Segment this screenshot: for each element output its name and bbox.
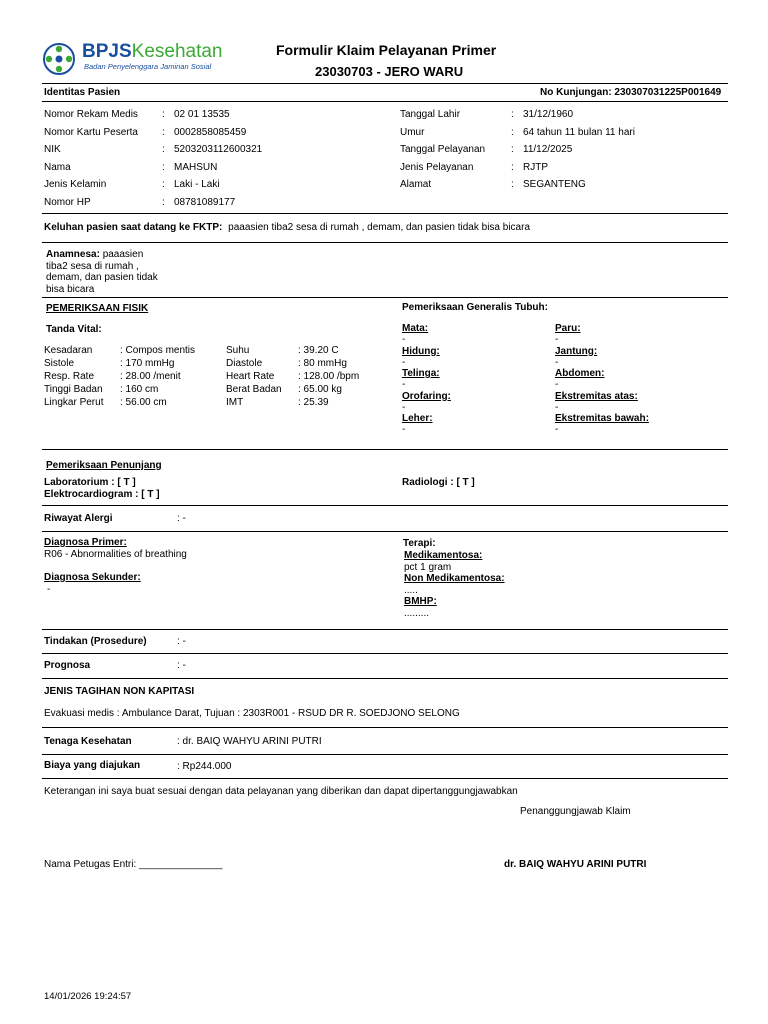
diagnosa-sekunder-value: - (47, 584, 51, 595)
generalis-label: Leher: (402, 413, 433, 424)
tindakan-label: Tindakan (Prosedure) (44, 636, 147, 647)
generalis-value: - (555, 401, 559, 413)
diagnosa-primer-value: R06 - Abnormalities of breathing (44, 549, 187, 560)
medikamentosa-label: Medikamentosa: (404, 550, 483, 561)
identitas-heading: Identitas Pasien (44, 87, 121, 98)
identitas-field-value: MAHSUN (174, 161, 218, 173)
prognosa-value: : - (177, 660, 186, 671)
identitas-field-label: Jenis Pelayanan (400, 161, 474, 173)
biaya-value: : Rp244.000 (177, 761, 232, 772)
colon-separator: : (511, 161, 514, 173)
generalis-value: - (402, 401, 406, 413)
form-title: Formulir Klaim Pelayanan Primer (276, 42, 497, 58)
colon-separator: : (162, 161, 165, 173)
tindakan-value: : - (177, 636, 186, 647)
vital-sign-value: : 160 cm (120, 384, 159, 395)
colon-separator: : (511, 144, 514, 155)
generalis-label: Mata: (402, 323, 429, 334)
diagnosa-primer-label: Diagnosa Primer: (44, 537, 127, 548)
vital-sign-value: : 65.00 kg (298, 384, 342, 395)
vital-sign-label: Diastole (226, 358, 263, 369)
non-medikamentosa-value: ..... (404, 585, 418, 596)
identitas-field-value: 64 tahun 11 bulan 11 hari (523, 126, 635, 138)
print-timestamp: 14/01/2026 19:24:57 (44, 991, 132, 1002)
generalis-value: - (555, 356, 559, 368)
prognosa-label: Prognosa (44, 660, 91, 671)
keluhan-value: paaasien tiba2 sesa di rumah , demam, dan pasien tidak bisa bicara (228, 222, 531, 233)
vital-sign-value: : 39.20 C (298, 345, 339, 356)
petugas-entri: Nama Petugas Entri: _______________ (44, 859, 223, 870)
vital-sign-value: : 25.39 (298, 397, 329, 408)
identitas-field-value: RJTP (523, 161, 548, 173)
vital-sign-value: : 128.00 /bpm (298, 371, 360, 382)
vital-sign-value: : Compos mentis (120, 345, 196, 356)
generalis-value: - (402, 356, 406, 368)
anamnesa-label: Anamnesa: (46, 249, 100, 260)
biaya-label: Biaya yang diajukan (44, 760, 141, 771)
vital-sign-value: : 80 mmHg (298, 358, 347, 369)
logo-brand-bold: BPJS (82, 41, 132, 62)
generalis-label: Orofaring: (402, 390, 451, 402)
colon-separator: : (162, 144, 165, 155)
vital-sign-value: : 170 mmHg (120, 358, 175, 369)
generalis-label: Ekstremitas atas: (555, 390, 638, 402)
generalis-value: - (555, 379, 559, 390)
vital-sign-label: Sistole (44, 358, 75, 369)
identitas-field-label: Nomor HP (44, 196, 91, 208)
dokter-signature-name: dr. BAIQ WAHYU ARINI PUTRI (504, 859, 647, 870)
identitas-field-label: Nomor Kartu Peserta (44, 126, 138, 138)
form-subtitle: 23030703 - JERO WARU (315, 64, 464, 79)
identitas-field-label: Nama (44, 161, 71, 173)
generalis-label: Abdomen: (555, 368, 605, 379)
colon-separator: : (511, 126, 514, 138)
vital-sign-label: Berat Badan (226, 384, 282, 395)
anamnesa-block (46, 249, 158, 295)
terapi-label: Terapi: (403, 538, 436, 549)
vital-sign-label: Suhu (226, 345, 250, 356)
identitas-field-label: Tanggal Lahir (400, 109, 461, 120)
colon-separator: : (511, 179, 514, 190)
identitas-field-value: 0002858085459 (174, 126, 247, 138)
generalis-value: - (555, 424, 559, 435)
medikamentosa-value: pct 1 gram (404, 562, 452, 573)
bpjs-logo (42, 40, 232, 76)
generalis-label: Hidung: (402, 345, 440, 357)
lab-status: Laboratorium : [ T ] (44, 477, 136, 488)
identitas-field-label: Alamat (400, 179, 432, 190)
vital-sign-label: Kesadaran (44, 345, 93, 356)
colon-separator: : (162, 196, 165, 208)
radiologi-status: Radiologi : [ T ] (402, 477, 475, 488)
identitas-field-label: Tanggal Pelayanan (400, 144, 486, 155)
anamnesa-line-2: tiba2 sesa di rumah , (46, 260, 139, 272)
no-kunjungan: No Kunjungan: 230307031225P001649 (540, 87, 722, 98)
identitas-field-value: SEGANTENG (523, 179, 586, 190)
generalis-value: - (555, 334, 559, 345)
alergi-value: : - (177, 513, 186, 524)
tagihan-value: Evakuasi medis : Ambulance Darat, Tujuan : 2303R001 - RSUD DR R. SOEDJONO SELONG (44, 708, 460, 719)
penanggungjawab-label: Penanggungjawab Klaim (520, 806, 631, 817)
vital-sign-label: IMT (226, 397, 244, 408)
keluhan-label: Keluhan pasien saat datang ke FKTP: (44, 222, 223, 233)
logo-brand-light: Kesehatan (131, 41, 223, 62)
identitas-field-value: 5203203112600321 (174, 144, 263, 155)
vital-sign-value: : 56.00 cm (120, 397, 167, 408)
tenaga-value: : dr. BAIQ WAHYU ARINI PUTRI (177, 736, 322, 747)
bpjs-emblem-icon (42, 42, 76, 76)
vital-sign-label: Heart Rate (226, 371, 275, 382)
alergi-label: Riwayat Alergi (44, 513, 113, 524)
generalis-value: - (402, 424, 406, 435)
keterangan-text: Keterangan ini saya buat sesuai dengan data pelayanan yang diberikan dan dapat dipertanggungjawabkan (44, 786, 518, 797)
tanda-vital-label: Tanda Vital: (46, 324, 102, 335)
bmhp-label: BMHP: (404, 596, 437, 607)
colon-separator: : (162, 126, 165, 138)
identitas-field-value: 31/12/1960 (523, 109, 574, 120)
identitas-field-value: 11/12/2025 (523, 144, 573, 155)
generalis-value: - (402, 334, 406, 345)
fisik-heading: PEMERIKSAAN FISIK (46, 303, 149, 314)
vital-sign-label: Resp. Rate (44, 371, 95, 382)
generalis-heading: Pemeriksaan Generalis Tubuh: (402, 302, 548, 313)
colon-separator: : (511, 109, 514, 120)
identitas-field-value: Laki - Laki (174, 179, 220, 190)
generalis-label: Jantung: (555, 345, 598, 357)
generalis-label: Telinga: (402, 368, 440, 379)
generalis-label: Paru: (555, 323, 581, 334)
keluhan-row (44, 222, 530, 233)
anamnesa-line-4: bisa bicara (46, 283, 95, 295)
ekg-status: Elektrocardiogram : [ T ] (44, 489, 160, 500)
generalis-value: - (402, 379, 406, 390)
tagihan-heading: JENIS TAGIHAN NON KAPITASI (44, 686, 195, 697)
identitas-field-label: Jenis Kelamin (44, 179, 107, 190)
logo-subtitle: Badan Penyelenggara Jaminan Sosial (84, 62, 212, 71)
colon-separator: : (162, 109, 165, 120)
vital-sign-label: Lingkar Perut (44, 397, 104, 408)
tenaga-label: Tenaga Kesehatan (44, 736, 132, 747)
penunjang-heading: Pemeriksaan Penunjang (46, 460, 162, 471)
anamnesa-line-1: paaasien (102, 249, 144, 260)
vital-sign-value: : 28.00 /menit (120, 371, 181, 382)
bmhp-value: ......... (404, 608, 430, 619)
identitas-field-value: 08781089177 (174, 196, 236, 208)
anamnesa-line-3: demam, dan pasien tidak (46, 272, 158, 283)
generalis-label: Ekstremitas bawah: (555, 413, 649, 424)
identitas-field-label: NIK (44, 144, 61, 155)
non-medikamentosa-label: Non Medikamentosa: (404, 573, 505, 584)
identitas-field-label: Nomor Rekam Medis (44, 109, 138, 120)
diagnosa-sekunder-label: Diagnosa Sekunder: (44, 572, 141, 583)
colon-separator: : (162, 179, 165, 190)
identitas-field-value: 02 01 13535 (174, 109, 230, 120)
vital-sign-label: Tinggi Badan (44, 384, 103, 395)
identitas-field-label: Umur (400, 126, 425, 138)
